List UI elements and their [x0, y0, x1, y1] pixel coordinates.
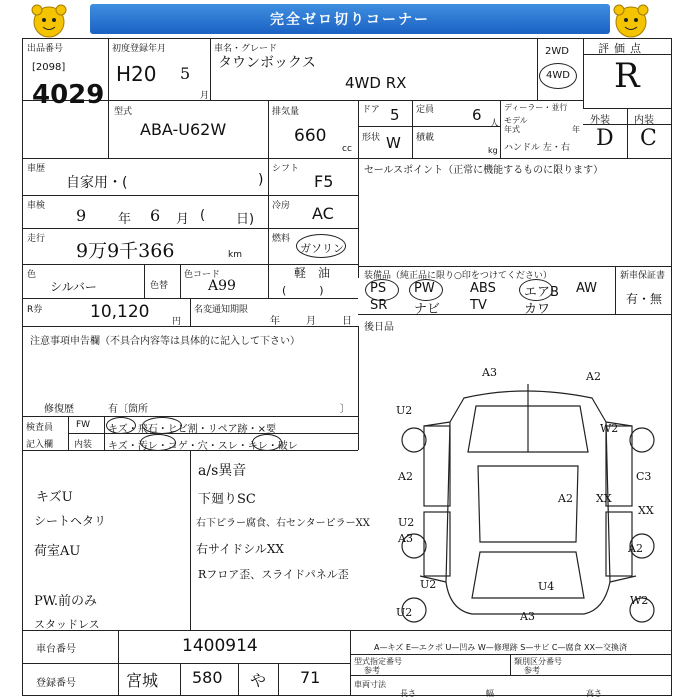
- rating-value: R: [614, 56, 640, 96]
- name-change-y: 年: [270, 316, 280, 327]
- color-code: A99: [208, 278, 236, 294]
- shaken-month: 6: [150, 206, 161, 225]
- damage-mark-a2-c2: A2: [628, 542, 643, 555]
- dealer-l1: ディーラー・並行: [504, 103, 568, 112]
- inspector-label-2: 記入欄: [26, 440, 54, 450]
- repair-label: 修復歴: [44, 404, 74, 415]
- equipment-r1-2: ABS: [470, 281, 496, 296]
- damage-mark-a2-top: A2: [586, 370, 601, 383]
- equipment-r1-4: AW: [576, 281, 598, 296]
- load-label: 積載: [416, 133, 435, 143]
- int-inspect-label: 内装: [74, 440, 93, 450]
- damage-mark-a2-l: A2: [398, 470, 413, 483]
- car-grade: 4WD RX: [345, 74, 407, 92]
- hw-studless: スタッドレス: [34, 618, 100, 631]
- damage-mark-u2-l2: U2: [398, 516, 415, 529]
- shaken-year-unit: 年: [118, 212, 132, 227]
- shaken-label: 車検: [27, 201, 46, 211]
- history-value: 自家用・(: [66, 175, 128, 191]
- reg-number: 71: [300, 668, 321, 687]
- field-height: 高さ: [586, 689, 602, 698]
- doors-value: 5: [390, 106, 400, 124]
- warranty-label: 新車保証書: [620, 271, 666, 281]
- fuel-paren: ( ): [282, 284, 324, 297]
- shape-label: 形状: [362, 133, 381, 143]
- int-inspect-text: キズ・汚レ・コゲ・穴・スレ・キレ・破レ: [108, 441, 298, 452]
- mileage-unit: km: [228, 250, 242, 260]
- field-type-no: 型式指定番号: [354, 657, 402, 666]
- repair-close: 〕: [340, 404, 350, 415]
- aircon-value: AC: [312, 204, 334, 223]
- damage-mark-u2-b: U2: [396, 606, 413, 619]
- hw-floor: Rフロア歪、スライドパネル歪: [198, 568, 349, 581]
- color-label: 色: [27, 270, 37, 280]
- fuel-gas: ガソリン: [300, 242, 344, 255]
- damage-mark-u4: U4: [538, 580, 555, 593]
- dealer-l3: 年式: [504, 125, 520, 134]
- damage-mark-c-r: C3: [636, 470, 652, 483]
- dealer-l2: モデル: [504, 116, 528, 125]
- mileage-label: 走行: [27, 234, 46, 244]
- mascot-left-icon: [28, 2, 70, 40]
- equipment-r1-0: PS: [370, 281, 387, 296]
- recycle-fee-unit: 円: [172, 317, 182, 327]
- color-change-label: 色替: [150, 281, 169, 291]
- hw-cargo: 荷室AU: [34, 544, 81, 559]
- shaken-day-unit: 日): [236, 212, 255, 227]
- int-circle-sure: [252, 434, 282, 451]
- fw-circle-tobiishi: [142, 417, 182, 434]
- damage-mark-a2-c: A2: [558, 492, 573, 505]
- history-label: 車歴: [27, 164, 46, 174]
- recycle-fee-value: 10,120: [90, 302, 150, 322]
- fw-label: FW: [76, 420, 91, 430]
- chassis-label: 車台番号: [36, 644, 76, 655]
- chassis-value: 1400914: [182, 636, 258, 656]
- doors-label: ドア: [362, 105, 380, 115]
- equipment-r2-3: カワ: [524, 302, 551, 317]
- model-label: 型式: [114, 107, 133, 117]
- displacement-value: 660: [294, 126, 327, 146]
- lot-sub: [2098]: [32, 62, 66, 73]
- shift-label: シフト: [272, 164, 300, 174]
- shaken-month-unit: 月: [176, 212, 190, 227]
- rear-label: 後日品: [364, 322, 394, 333]
- shift-value: F5: [314, 172, 334, 191]
- fw-text: キズ・飛石・ヒビ割・リペア跡・×要: [108, 424, 276, 435]
- dealer-handle: ハンドル 左・右: [504, 143, 570, 153]
- capacity-value: 6: [472, 106, 482, 124]
- hw-side-sill: 右サイドシルXX: [196, 542, 284, 556]
- aircon-label: 冷房: [272, 201, 291, 211]
- field-class-no: 類別区分番号: [514, 657, 562, 666]
- name-change-d: 日: [342, 316, 352, 327]
- fuel-label: 燃料: [272, 234, 291, 244]
- notes-label: 注意事項申告欄（不具合内容等は具体的に記入して下さい）: [30, 336, 300, 347]
- field-ref1: 参考: [364, 666, 380, 675]
- equipment-r1-3: エアB: [524, 285, 559, 300]
- drive-4wd: 4WD: [546, 70, 570, 81]
- reg-kana: や: [250, 671, 267, 690]
- int-grade: C: [640, 126, 657, 151]
- equipment-label: 装備品（純正品に限り○印をつけてください）: [364, 271, 552, 281]
- name-change-label: 名変通知期限: [194, 305, 249, 315]
- fw-circle-kizu: [106, 417, 136, 434]
- int-label: 内装: [634, 115, 654, 126]
- car-diagram: [384, 362, 672, 634]
- warranty-value: 有・無: [626, 292, 663, 306]
- sales-label: セールスポイント（正常に機能するものに限ります）: [364, 165, 604, 176]
- hw-pw: PW.前のみ: [34, 594, 97, 609]
- field-length: 長さ: [400, 689, 416, 698]
- hw-kizu: キズU: [36, 490, 73, 505]
- color-value: シルバー: [50, 280, 97, 294]
- reg-area: 宮城: [126, 671, 159, 690]
- damage-mark-xx-c: XX: [596, 492, 612, 505]
- shaken-year: 9: [76, 206, 87, 225]
- field-dims: 車両寸法: [354, 680, 386, 689]
- shape-value: W: [386, 134, 401, 152]
- shaken-day-open: (: [200, 208, 206, 223]
- hw-line-1: a/s異音: [198, 463, 247, 479]
- equipment-r2-1: ナビ: [414, 302, 441, 317]
- ext-label: 外装: [590, 115, 610, 126]
- displacement-unit: cc: [342, 144, 352, 154]
- field-ref2: 参考: [524, 666, 540, 675]
- hw-seat: シートヘタリ: [34, 514, 107, 528]
- reg-class: 580: [192, 668, 223, 687]
- ext-grade: D: [596, 126, 614, 151]
- car-rear: [472, 552, 584, 598]
- damage-mark-a3-bot: A3: [520, 610, 535, 623]
- damage-mark-xx-r: XX: [638, 504, 654, 517]
- field-width: 幅: [486, 689, 494, 698]
- color-code-label: 色コード: [184, 270, 221, 280]
- recycle-fee-label: R券: [27, 305, 43, 315]
- car-name: タウンボックス: [218, 55, 316, 71]
- banner-title: 完全ゼロ切りコーナー: [90, 4, 610, 34]
- first-reg-year: H20: [116, 62, 157, 86]
- fuel-gas-circle: [296, 234, 346, 258]
- drive-4wd-circle: [539, 63, 577, 89]
- mileage-value: 9万9千366: [76, 240, 175, 262]
- hw-pillar: 右下ピラー腐食、右センターピラーXX: [196, 518, 370, 529]
- car-name-label: 車名・グレード: [214, 44, 278, 54]
- drive-2wd: 2WD: [545, 46, 569, 57]
- damage-mark-u2-l1: U2: [396, 404, 413, 417]
- load-unit: kg: [488, 146, 498, 155]
- damage-mark-a3-top: A3: [482, 366, 497, 379]
- fuel-diesel: 軽 油: [294, 266, 331, 280]
- damage-mark-a3-l: A3: [398, 532, 413, 545]
- capacity-label: 定員: [416, 105, 435, 115]
- rating-label: 評価点: [598, 42, 646, 55]
- lot-label: 出品番号: [27, 44, 64, 54]
- equipment-r2-2: TV: [470, 298, 487, 313]
- reg-label: 登録番号: [36, 678, 76, 689]
- damage-mark-u2-l3: U2: [420, 578, 437, 591]
- name-change-m: 月: [306, 316, 316, 327]
- first-reg-label: 初度登録年月: [112, 44, 167, 54]
- hw-shitamawari: 下廻りSC: [198, 492, 256, 507]
- legend-text: A—キズ E—エクボ U—凹み W—修理跡 S—サビ C—腐食 XX—交換済: [374, 643, 628, 652]
- capacity-unit: 人: [490, 119, 500, 129]
- equipment-r1-1: PW: [414, 281, 435, 296]
- damage-mark-w2-bot: W2: [630, 594, 649, 607]
- lot-number: 4029: [32, 80, 105, 110]
- first-reg-month: 5: [180, 64, 191, 83]
- model-value: ABA-U62W: [140, 120, 227, 139]
- inspector-label-1: 検査員: [26, 423, 54, 433]
- first-reg-month-unit: 月: [200, 91, 210, 101]
- damage-mark-w2-r: W2: [600, 422, 619, 435]
- displacement-label: 排気量: [272, 107, 300, 117]
- mascot-right-icon: [610, 2, 652, 40]
- history-close: ): [258, 172, 264, 188]
- int-circle-yogore: [140, 434, 176, 451]
- repair-value: 有〔箇所: [108, 404, 148, 415]
- equipment-r2-0: SR: [370, 298, 388, 313]
- dealer-year: 年: [572, 125, 580, 134]
